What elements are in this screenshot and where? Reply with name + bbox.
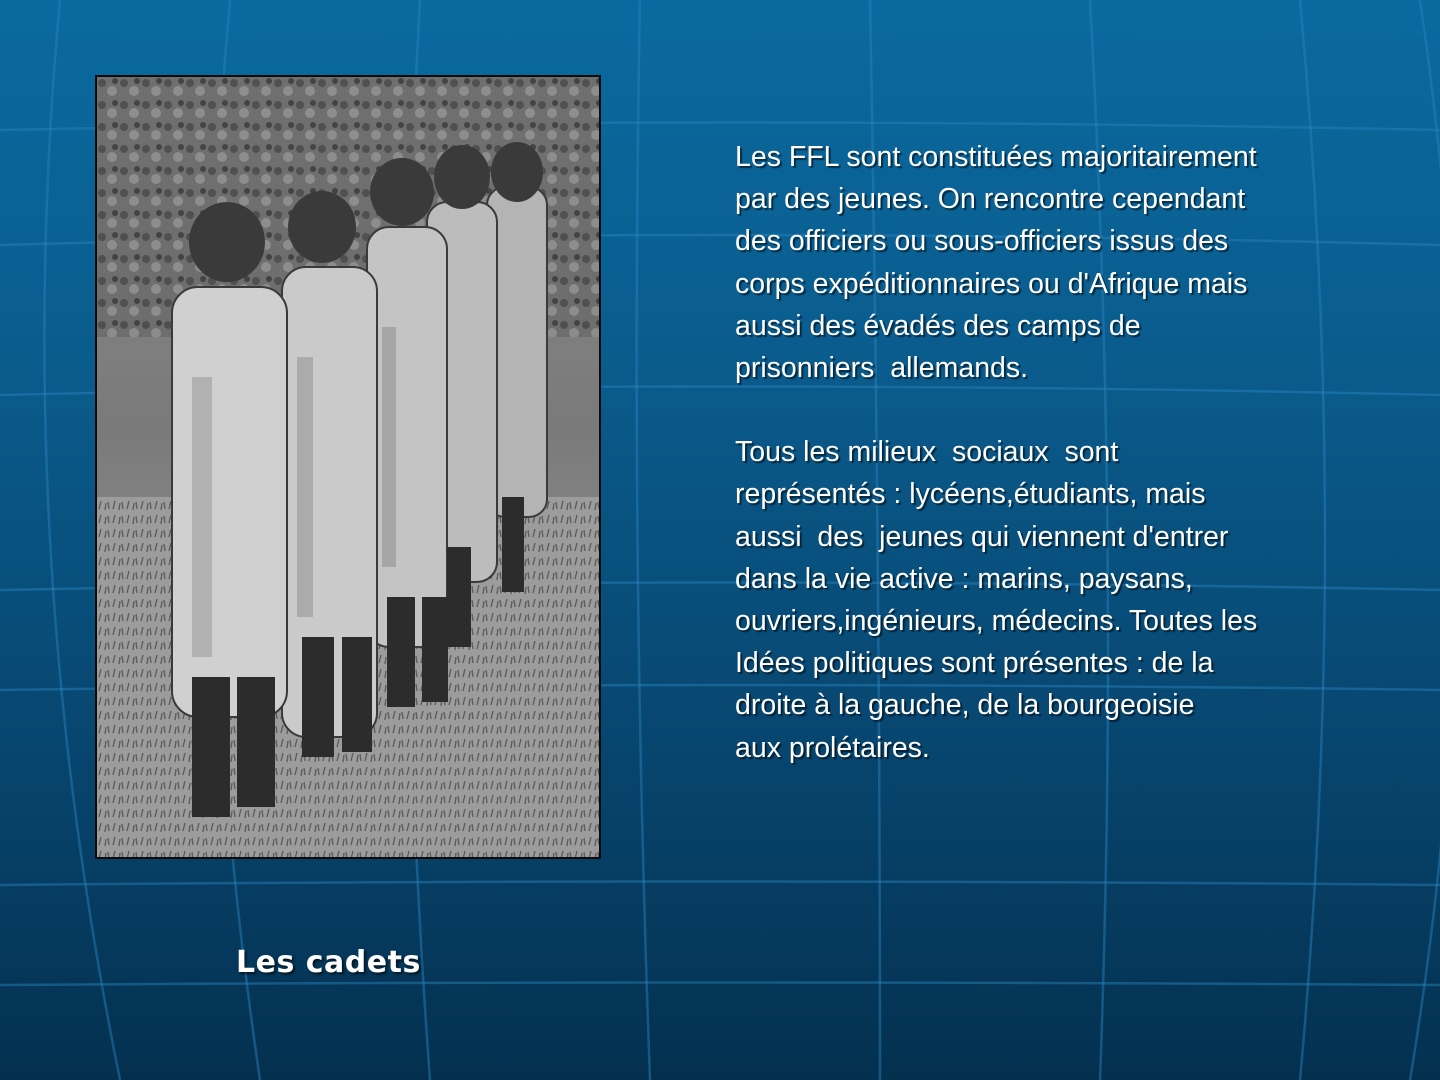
paragraph-2-line: Tous les milieux sociaux sont [735,436,1119,469]
slide-body-text [735,136,1375,769]
photo-caption: Les cadets [236,945,421,980]
paragraph-2-line: représentés : lycéens,étudiants, mais [735,478,1206,511]
paragraph-1-line: par des jeunes. On rencontre cependant [735,183,1246,216]
paragraph-2-line: Idées politiques sont présentes : de la [735,647,1214,680]
cadets-photo [95,75,601,859]
paragraph-1-line: Les FFL sont constituées majoritairement [735,141,1257,173]
paragraph-2-line: dans la vie active : marins, paysans, [735,562,1193,595]
paragraph-2-line: droite à la gauche, de la bourgeoisie [735,689,1195,722]
paragraph-2-line: aussi des jeunes qui viennent d'entrer [735,520,1229,553]
paragraph-1-line: prisonniers allemands. [735,352,1029,385]
paragraph-2-line: ouvriers,ingénieurs, médecins. Toutes les [735,605,1258,638]
paragraph-1-line: des officiers ou sous-officiers issus des [735,225,1229,258]
cadets-photo-illustration [97,77,599,857]
paragraph-1-line: corps expéditionnaires ou d'Afrique mais [735,267,1248,300]
paragraph-1-line: aussi des évadés des camps de [735,309,1141,342]
paragraph-2-line: aux prolétaires. [735,731,930,764]
paragraph-spacer [735,389,1375,431]
